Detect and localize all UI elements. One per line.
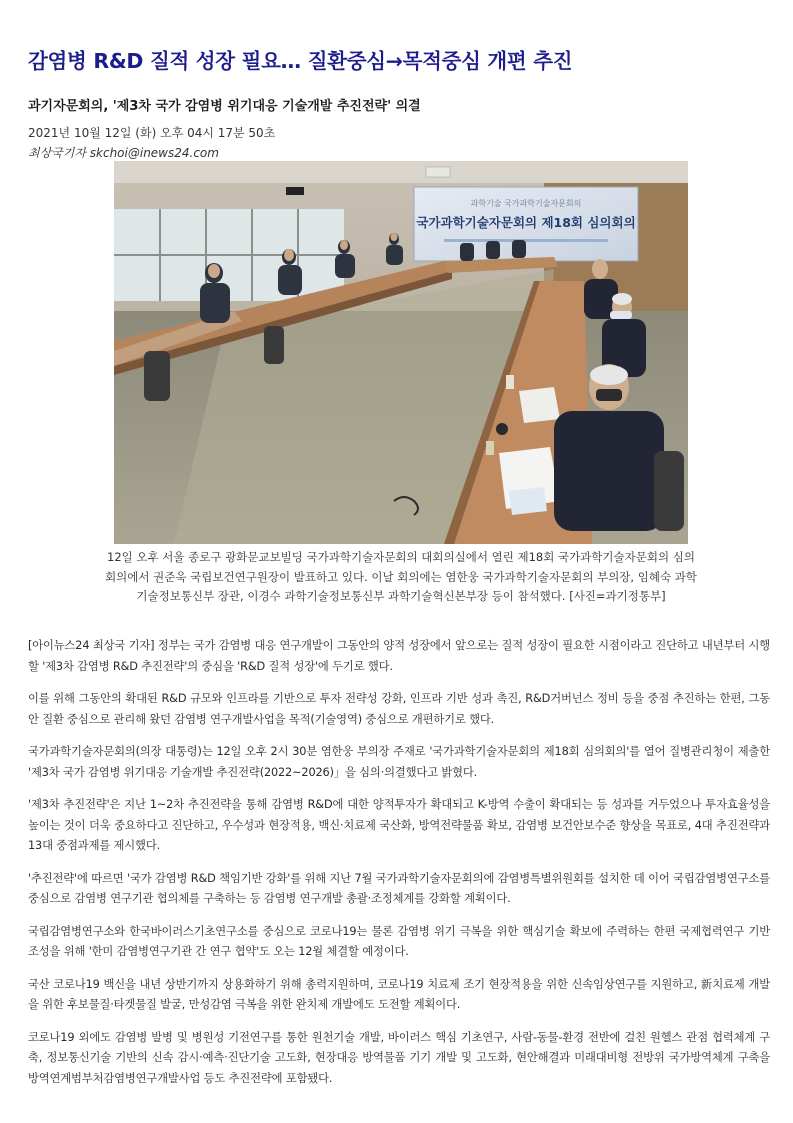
article-paragraph: 국립감염병연구소와 한국바이러스기초연구소를 중심으로 코로나19는 물론 감염병 위기 극복을 위한 핵심기술 확보에 주력하는 한편 국제협력연구 기반 조성을 위해 '한미 감염병연구기관 간 연구 협약'도 오는 12월 체결할 예정이다. bbox=[28, 924, 770, 958]
article-dateline: 2021년 10월 12일 (화) 오후 04시 17분 50초 bbox=[28, 126, 276, 140]
article-photo bbox=[114, 161, 688, 544]
article-paragraph: 국가과학기술자문회의(의장 대통령)는 12일 오후 2시 30분 염한웅 부의장 주재로 '국가과학기술자문회의 제18회 심의회의'를 열어 질병관리청이 제출한 '제3차 국가 감염병 위기대응 기술개발 추진전략(2022~2026)」을 심의·의결했다고 밝혔다. bbox=[28, 745, 770, 779]
svg-text:과학기술 국가과학기술자문회의: 과학기술 국가과학기술자문회의 bbox=[470, 199, 582, 208]
screen-title: 국가과학기술자문회의 제18회 심의회의 bbox=[416, 215, 636, 230]
meeting-room-photo bbox=[114, 161, 688, 544]
article-paragraph: '제3차 추진전략'은 지난 1~2차 추진전략을 통해 감염병 R&D에 대한 양적투자가 확대되고 K-방역 수출이 확대되는 등 성과를 거두었으나 투자효율성을 높이는 것이 더욱 중요하다고 진단하고, 우수성과 현장적용, 백신·치료제 국산화, 방역전략물품 확보, 감염병 보건안보수준 향상을 목표로, 4대 추진전략과 13대 중점과제를 제시했다. bbox=[28, 798, 770, 852]
article-paragraph: [아이뉴스24 최상국 기자] 정부는 국가 감염병 대응 연구개발이 그동안의 양적 성장에서 앞으로는 질적 성장이 필요한 시점이라고 진단하고 내년부터 시행할 '제3차 감염병 R&D 추진전략'의 중심을 'R&D 질적 성장'에 두기로 했다. bbox=[28, 639, 770, 673]
article-paragraph: 이를 위해 그동안의 확대된 R&D 규모와 인프라를 기반으로 투자 전략성 강화, 인프라 기반 성과 촉진, R&D거버넌스 정비 등을 중점 추진하는 한편, 그동안 질환 중심으로 관리해 왔던 감염병 연구개발사업을 목적(기술영역) 중심으로 개편하기로 했다. bbox=[28, 692, 770, 726]
article-byline: 최상국기자 skchoi@inews24.com bbox=[28, 146, 219, 160]
article-paragraph: '추진전략'에 따르면 '국가 감염병 R&D 책임기반 강화'를 위해 지난 7월 국가과학기술자문회의에 감염병특별위원회를 설치한 데 이어 국립감염병연구소를 중심으로 감염병 연구기관 협의체를 구축하는 등 감염병 연구개발 총괄·조정체계를 강화할 계획이다. bbox=[28, 871, 770, 905]
article-paragraph: 국산 코로나19 백신을 내년 상반기까지 상용화하기 위해 총력지원하며, 코로나19 치료제 조기 현장적용을 위한 신속임상연구를 지원하고, 新치료제 개발을 위한 후보물질·타겟물질 발굴, 만성감염 극복을 위한 완치제 개발에도 도전할 계획이다. bbox=[28, 977, 770, 1011]
article-subheadline: 과기자문회의, '제3차 국가 감염병 위기대응 기술개발 추진전략' 의결 bbox=[28, 99, 421, 114]
article-paragraph: 코로나19 외에도 감염병 발병 및 병원성 기전연구를 통한 원천기술 개발, 바이러스 핵심 기초연구, 사람-동물-환경 전반에 걸친 원헬스 관점 협력체계 구축, 정보통신기술 기반의 신속 감시·예측·진단기술 고도화, 현장대응 방역물품 기기 개발 및 고도화, 현안해결과 미래대비형 전방위 국가방역체계 구축을 방역연계범부처감염병연구개발사업 등도 추진전략에 포함됐다. bbox=[28, 1030, 770, 1085]
article-body bbox=[28, 636, 770, 1101]
article-headline: 감염병 R&D 질적 성장 필요… 질환중심→목적중심 개편 추진 bbox=[28, 49, 573, 73]
photo-caption: 12일 오후 서울 종로구 광화문교보빌딩 국가과학기술자문회의 대회의실에서 열린 제18회 국가과학기술자문회의 심의회의에서 권준욱 국립보건연구원장이 발표하고 있다. 이날 회의에는 염한웅 국가과학기술자문회의 부의장, 임혜숙 과학기술정보통신부 장관, 이경수 과학기술정보통신부 과학기술혁신본부장 등이 참석했다. [사진=과기정통부] bbox=[105, 550, 697, 603]
